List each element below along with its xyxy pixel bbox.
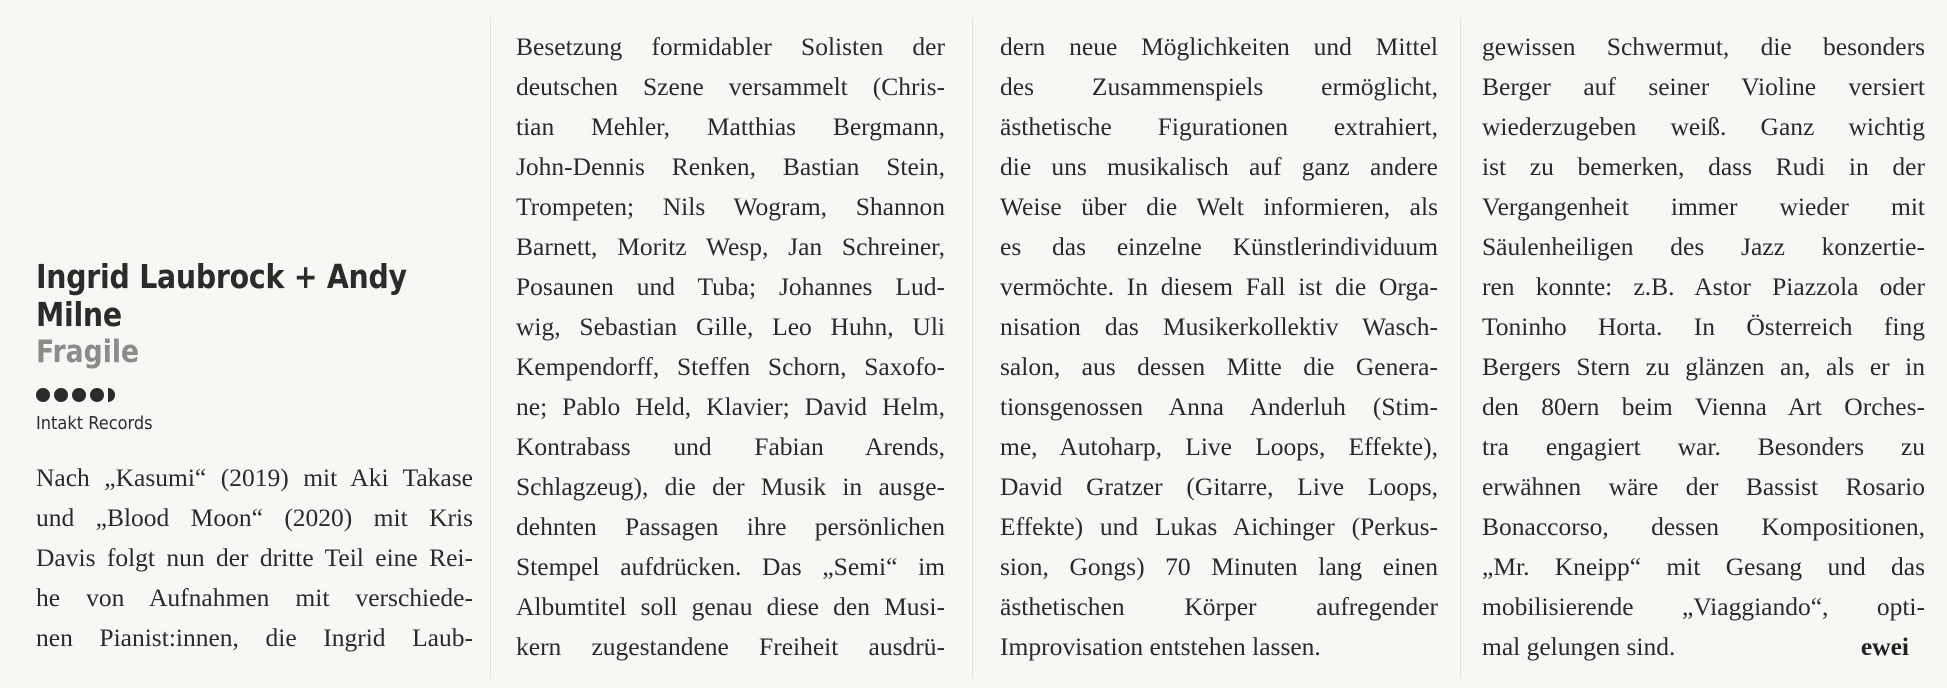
text-line: David Gratzer (Gitarre, Live Loops, [1000,472,1438,501]
text-line: Kempendorff, Steffen Schorn, Saxofo- [516,352,945,381]
text-line: Säulenheiligen des Jazz konzertie- [1482,232,1925,261]
text-line: ren konnte: z.B. Astor Piazzola oder [1482,272,1925,301]
text-line: Improvisation entstehen lassen. [1000,632,1321,661]
record-label: Intakt Records [36,413,153,434]
artist-name-line-1: Ingrid Laubrock + Andy [36,257,407,296]
text-line: dehnten Passagen ihre persönlichen [516,512,945,541]
text-line: me, Autoharp, Live Loops, Effekte), [1000,432,1438,461]
text-line: den 80ern beim Vienna Art Orches- [1482,392,1925,421]
column-3 [976,0,1460,688]
text-line: Schlagzeug), die der Musik in ausge- [516,472,945,501]
album-title: Fragile [36,334,140,370]
text-line: tian Mehler, Matthias Bergmann, [516,112,945,141]
text-line: wig, Sebastian Gille, Leo Huhn, Uli [516,312,945,341]
column-4 [1462,0,1947,688]
text-line: Effekte) und Lukas Aichinger (Perkus- [1000,512,1438,541]
column-divider [1460,18,1461,678]
text-line: ästhetische Figurationen extrahiert, [1000,112,1438,141]
text-line: Bergers Stern zu glänzen an, als er in [1482,352,1925,381]
text-line: des Zusammenspiels ermöglicht, [1000,72,1438,101]
text-line: Davis folgt nun der dritte Teil eine Rei- [36,543,473,572]
text-line: tra engagiert war. Besonders zu [1482,432,1925,461]
rating-dot-half [108,388,115,402]
rating-dot-full [36,388,50,402]
text-line: ne; Pablo Held, Klavier; David Helm, [516,392,945,421]
author-signature: ewei [1860,632,1909,661]
text-line: sion, Gongs) 70 Minuten lang einen [1000,552,1438,581]
text-line: Weise über die Welt informieren, als [1000,192,1438,221]
text-line: Trompeten; Nils Wogram, Shannon [516,192,945,221]
text-line: tionsgenossen Anna Anderluh (Stim- [1000,392,1438,421]
rating-dot-full [90,388,104,402]
rating-dot-full [54,388,68,402]
text-line: mal gelungen sind. [1482,632,1676,661]
text-line: Kontrabass und Fabian Arends, [516,432,945,461]
text-line: und „Blood Moon“ (2020) mit Kris [36,503,473,532]
rating-dots [36,388,476,402]
rating-dot-full [72,388,86,402]
text-line: deutschen Szene versammelt (Chris- [516,72,945,101]
text-line: wiederzugeben weiß. Ganz wichtig [1482,112,1925,141]
text-line: kern zugestandene Freiheit ausdrü- [516,632,945,661]
text-line: die uns musikalisch auf ganz andere [1000,152,1438,181]
text-line: salon, aus dessen Mitte die Genera- [1000,352,1438,381]
text-line: mobilisierende „Viaggiando“, opti- [1482,592,1925,621]
text-line: Toninho Horta. In Österreich fing [1482,312,1925,341]
text-line: ästhetischen Körper aufregender [1000,592,1438,621]
column-2 [492,0,970,688]
text-line: vermöchte. In diesem Fall ist die Orga- [1000,272,1438,301]
text-line: es das einzelne Künstlerindividuum [1000,232,1438,261]
text-line: „Mr. Kneipp“ mit Gesang und das [1482,552,1925,581]
text-line: he von Aufnahmen mit verschiede- [36,583,473,612]
column-1 [0,0,490,688]
text-line: nisation das Musikerkollektiv Wasch- [1000,312,1438,341]
review-header [36,258,476,435]
text-line: Barnett, Moritz Wesp, Jan Schreiner, [516,232,945,261]
text-line: Posaunen und Tuba; Johannes Lud- [516,272,945,301]
text-line: nen Pianist:innen, die Ingrid Laub- [36,623,473,652]
text-line: Vergangenheit immer wieder mit [1482,192,1925,221]
column-divider [972,18,973,678]
text-line: Nach „Kasumi“ (2019) mit Aki Takase [36,463,473,492]
text-line: Bonaccorso, dessen Kompositionen, [1482,512,1925,541]
text-line: ist zu bemerken, dass Rudi in der [1482,152,1925,181]
text-line: Besetzung formidabler Solisten der [516,32,945,61]
text-line: erwähnen wäre der Bassist Rosario [1482,472,1925,501]
text-line: gewissen Schwermut, die besonders [1482,32,1925,61]
text-line: Berger auf seiner Violine versiert [1482,72,1925,101]
column-divider [490,18,491,678]
text-line: Albumtitel soll genau diese den Musi- [516,592,945,621]
text-line: dern neue Möglichkeiten und Mittel [1000,32,1438,61]
artist-name-line-2: Milne [36,295,122,334]
text-line: John-Dennis Renken, Bastian Stein, [516,152,945,181]
text-line: Stempel aufdrücken. Das „Semi“ im [516,552,945,581]
